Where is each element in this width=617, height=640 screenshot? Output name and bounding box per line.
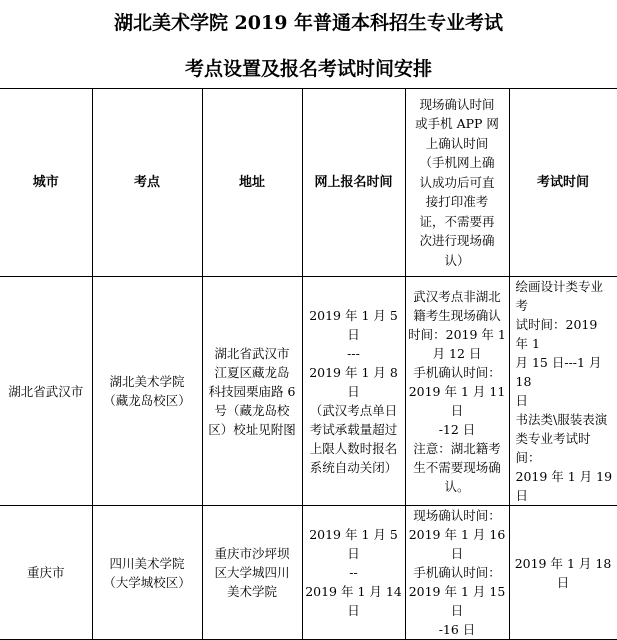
header-exam-time: 考试时间 [509, 89, 617, 277]
document-title-line1: 湖北美术学院 2019 年普通本科招生专业考试 [113, 12, 504, 34]
document-title-line2: 考点设置及报名考试时间安排 [184, 58, 432, 80]
header-address: 地址 [202, 89, 302, 277]
row1-online-time: 2019 年 1 月 5 日 --- 2019 年 1 月 8 日 （武汉考点单日 考试承载量超过 上限人数时报名 系统自动关闭） [302, 277, 405, 506]
row2-city: 重庆市 [0, 506, 92, 640]
row2-address: 重庆市沙坪坝 区大学城四川 美术学院 [202, 506, 302, 640]
row1-confirm-time: 武汉考点非湖北 籍考生现场确认 时间：2019 年 1 月 12 日 手机确认时间： 2019 年 1 月 11 日 -12 日 注意：湖北籍考 生不需要现场确 认。 [405, 277, 509, 506]
row2-site: 四川美术学院 （大学城校区） [92, 506, 202, 640]
header-confirm-time: 现场确认时间 或手机 APP 网 上确认时间 （手机网上确 认成功后可直 接打印准考 证，不需要再 次进行现场确 认） [405, 89, 509, 277]
header-city: 城市 [0, 89, 92, 277]
row2-exam-time: 2019 年 1 月 18 日 [509, 506, 617, 640]
table-row [0, 506, 617, 640]
exam-schedule-table [0, 88, 617, 640]
row1-address: 湖北省武汉市 江夏区藏龙岛 科技园栗庙路 6 号（藏龙岛校 区）校址见附图 [202, 277, 302, 506]
row2-online-time: 2019 年 1 月 5 日 -- 2019 年 1 月 14 日 [302, 506, 405, 640]
header-online-time: 网上报名时间 [302, 89, 405, 277]
row1-site: 湖北美术学院 （藏龙岛校区） [92, 277, 202, 506]
row1-city: 湖北省武汉市 [0, 277, 92, 506]
row2-confirm-time: 现场确认时间： 2019 年 1 月 16 日 手机确认时间： 2019 年 1 月 15 日 -16 日 [405, 506, 509, 640]
row1-exam-time: 绘画设计类专业考 试时间：2019 年 1 月 15 日---1 月 18 日 书法类\服装表演 类专业考试时间： 2019 年 1 月 19 日 [509, 277, 617, 506]
table-header-row [0, 89, 617, 277]
table-row [0, 277, 617, 506]
header-site: 考点 [92, 89, 202, 277]
